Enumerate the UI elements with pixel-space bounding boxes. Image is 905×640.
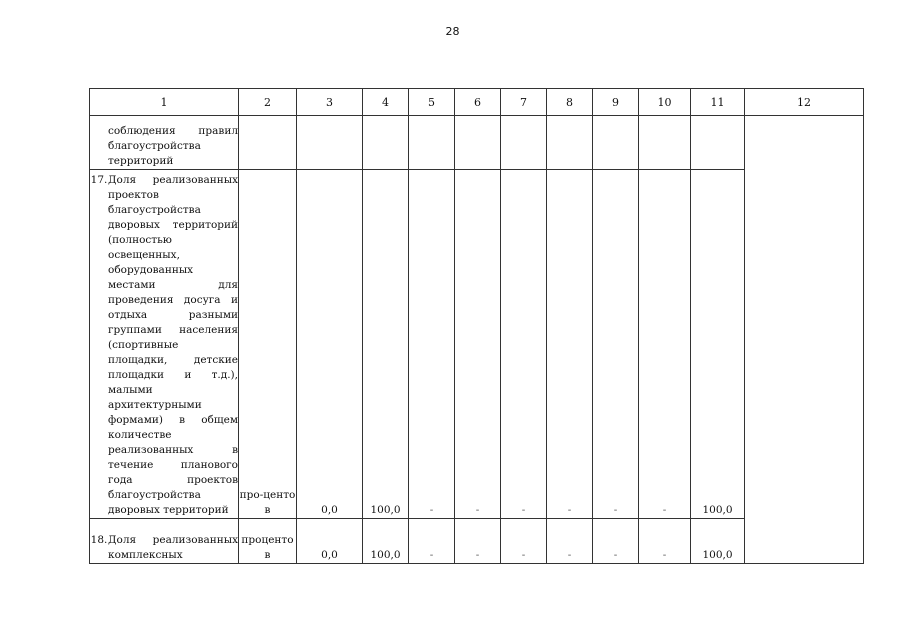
header-cell: 5 xyxy=(409,89,455,116)
value-cell xyxy=(501,116,547,170)
indicator-description-cell xyxy=(90,170,239,519)
indicator-number: 18. xyxy=(90,534,108,546)
header-cell: 3 xyxy=(297,89,363,116)
table-row xyxy=(90,116,864,170)
header-cell: 12 xyxy=(745,89,864,116)
value-cell xyxy=(691,116,745,170)
header-row xyxy=(90,89,864,116)
header-cell: 1 xyxy=(90,89,239,116)
value-cell: - xyxy=(409,170,455,519)
value-cell: - xyxy=(501,170,547,519)
header-cell: 6 xyxy=(455,89,501,116)
value-cell: 0,0 xyxy=(297,519,363,564)
header-cell: 10 xyxy=(639,89,691,116)
indicator-description-cell xyxy=(90,519,239,564)
value-cell: - xyxy=(501,519,547,564)
value-cell xyxy=(297,116,363,170)
value-cell: - xyxy=(639,519,691,564)
header-cell: 8 xyxy=(547,89,593,116)
column-12-cell xyxy=(745,116,864,564)
value-cell: 100,0 xyxy=(363,519,409,564)
value-cell: 0,0 xyxy=(297,170,363,519)
value-cell: - xyxy=(409,519,455,564)
value-cell: 100,0 xyxy=(691,170,745,519)
page-number: 28 xyxy=(445,25,460,38)
indicator-description: Доля реализованных проектов благоустройства дворовых территорий (полностью освещенных, оборудованных местами для проведения досуга и отдыха разными группами населения (спортивные площадки, детские площадки и т.д.), малыми архитектурными формами) в общем количестве реализованных в течение планового года проектов благоустройства дворовых территорий xyxy=(108,174,238,516)
header-cell: 4 xyxy=(363,89,409,116)
value-cell: - xyxy=(547,519,593,564)
indicator-description: Доля реализованных комплексных xyxy=(108,534,238,561)
value-cell: 100,0 xyxy=(363,170,409,519)
header-cell: 2 xyxy=(239,89,297,116)
value-cell xyxy=(363,116,409,170)
value-cell xyxy=(455,116,501,170)
value-cell: 100,0 xyxy=(691,519,745,564)
indicator-description-cell xyxy=(90,116,239,170)
value-cell xyxy=(409,116,455,170)
value-cell: - xyxy=(593,170,639,519)
unit-cell xyxy=(239,116,297,170)
value-cell xyxy=(593,116,639,170)
header-cell: 9 xyxy=(593,89,639,116)
value-cell: - xyxy=(593,519,639,564)
value-cell: - xyxy=(547,170,593,519)
indicator-number: 17. xyxy=(90,174,108,186)
value-cell xyxy=(547,116,593,170)
indicator-description: соблюдения правил благоустройства территорий xyxy=(108,125,238,167)
value-cell xyxy=(639,116,691,170)
header-cell: 7 xyxy=(501,89,547,116)
value-cell: - xyxy=(455,519,501,564)
unit-cell: про-центов xyxy=(239,170,297,519)
unit-cell: процентов xyxy=(239,519,297,564)
indicator-table xyxy=(89,88,864,564)
header-cell: 11 xyxy=(691,89,745,116)
value-cell: - xyxy=(455,170,501,519)
value-cell: - xyxy=(639,170,691,519)
